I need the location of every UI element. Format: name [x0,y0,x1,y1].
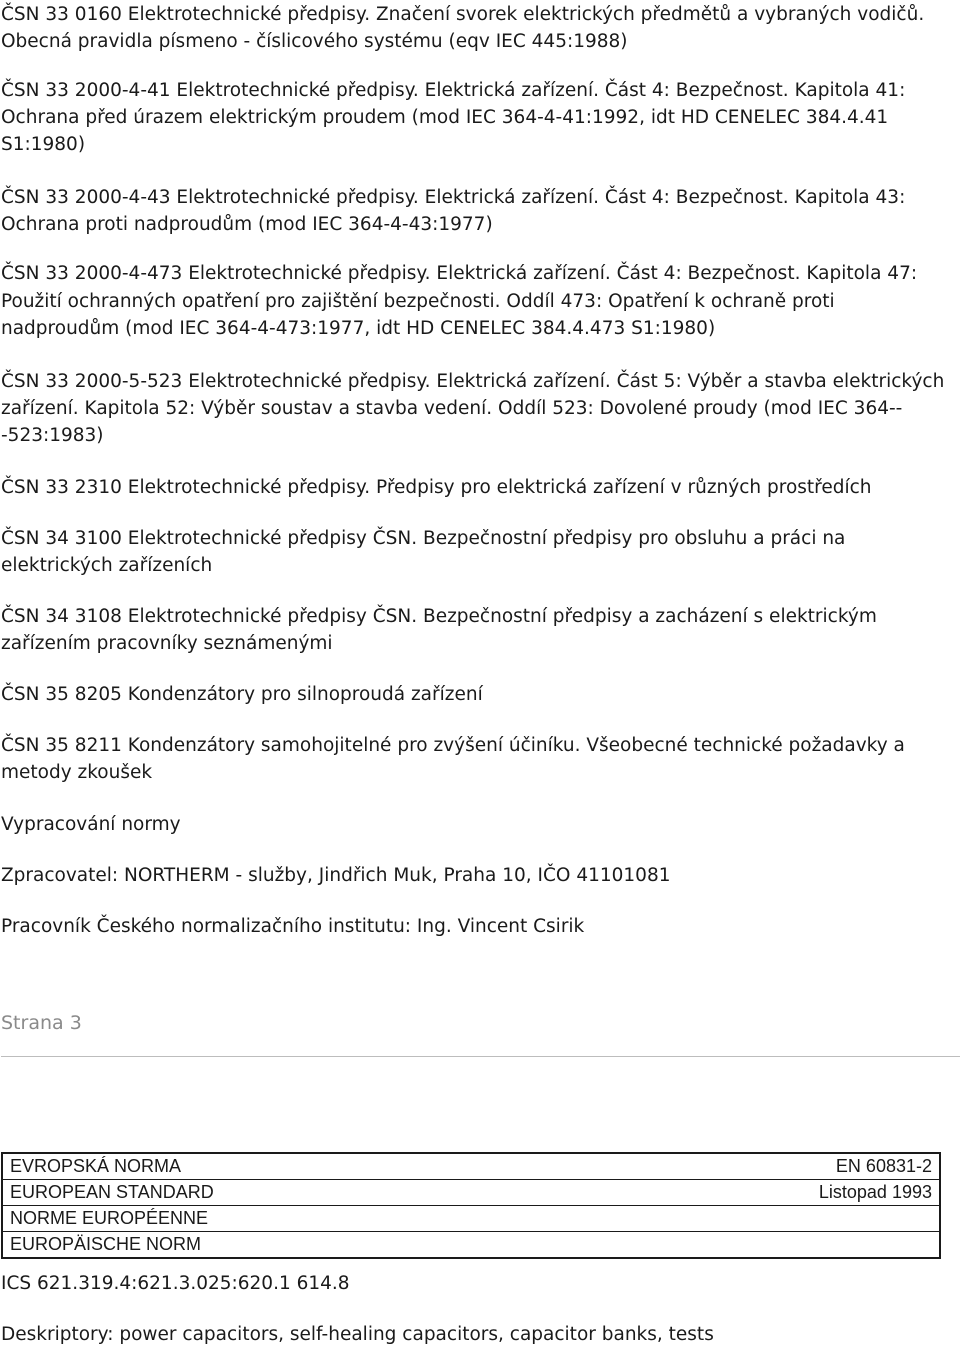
standard-label: NORME EUROPÉENNE [2,1206,705,1232]
reference-line: ČSN 35 8211 Kondenzátory samohojitelné pro zvýšení účiníku. Všeobecné technické požadavky a [1,735,905,756]
standard-row [2,1180,940,1206]
reference-line: nadproudům (mod IEC 364-4-473:1977, idt HD CENELEC 384.4.473 S1:1980) [1,318,716,339]
reference-line: ČSN 34 3100 Elektrotechnické předpisy ČSN. Bezpečnostní předpisy pro obsluhu a práci na [1,528,846,549]
reference-line: Obecná pravidla písmeno - číslicového systému (eqv IEC 445:1988) [1,31,628,52]
descriptors-line: Deskriptory: power capacitors, self-healing capacitors, capacitor banks, tests [1,1324,714,1345]
standard-row [2,1232,940,1259]
reference-line: ČSN 33 0160 Elektrotechnické předpisy. Značení svorek elektrických předmětů a vybraných vodičů. [1,4,925,25]
page-divider [1,1056,960,1057]
reference-line: ČSN 34 3108 Elektrotechnické předpisy ČSN. Bezpečnostní předpisy a zacházení s elektrickým [1,606,877,627]
standard-value [705,1206,940,1232]
standard-row [2,1153,940,1180]
reference-line: Ochrana před úrazem elektrickým proudem (mod IEC 364-4-41:1992, idt HD CENELEC 384.4.41 [1,107,889,128]
preparation-heading: Vypracování normy [1,814,181,835]
page-number: Strana 3 [1,1012,82,1034]
reference-line: ČSN 33 2310 Elektrotechnické předpisy. Předpisy pro elektrická zařízení v různých prostředích [1,477,872,498]
ics-line: ICS 621.319.4:621.3.025:620.1 614.8 [1,1273,350,1294]
reference-line: Ochrana proti nadproudům (mod IEC 364-4-43:1977) [1,214,493,235]
reference-line: ČSN 33 2000-5-523 Elektrotechnické předpisy. Elektrická zařízení. Část 5: Výběr a stavba elektrických [1,371,945,392]
institute-line: Pracovník Českého normalizačního institutu: Ing. Vincent Csirik [1,916,585,937]
reference-line: zařízením pracovníky seznámenými [1,633,333,654]
reference-line: ČSN 33 2000-4-41 Elektrotechnické předpisy. Elektrická zařízení. Část 4: Bezpečnost. Kapitola 41: [1,80,906,101]
reference-line: ČSN 33 2000-4-473 Elektrotechnické předpisy. Elektrická zařízení. Část 4: Bezpečnost. Kapitola 47: [1,263,918,284]
standard-label: EUROPEAN STANDARD [2,1180,705,1206]
standard-label: EVROPSKÁ NORMA [2,1153,705,1180]
standard-date: Listopad 1993 [705,1180,940,1206]
standard-row [2,1206,940,1232]
standard-label: EUROPÄISCHE NORM [2,1232,705,1259]
standard-value [705,1232,940,1259]
reference-line: metody zkoušek [1,762,153,783]
reference-line: zařízení. Kapitola 52: Výběr soustav a stavba vedení. Oddíl 523: Dovolené proudy (mod IEC 364-- [1,398,903,419]
reference-line: ČSN 35 8205 Kondenzátory pro silnoproudá zařízení [1,684,483,705]
processor-line: Zpracovatel: NORTHERM - služby, Jindřich Muk, Praha 10, IČO 41101081 [1,865,671,886]
reference-line: ČSN 33 2000-4-43 Elektrotechnické předpisy. Elektrická zařízení. Část 4: Bezpečnost. Kapitola 43: [1,187,906,208]
standard-number: EN 60831-2 [705,1153,940,1180]
standard-box [1,1152,941,1259]
reference-line: S1:1980) [1,134,86,155]
reference-line: Použití ochranných opatření pro zajištění bezpečnosti. Oddíl 473: Opatření k ochraně proti [1,291,835,312]
reference-line: elektrických zařízeních [1,555,213,576]
reference-line: -523:1983) [1,425,104,446]
